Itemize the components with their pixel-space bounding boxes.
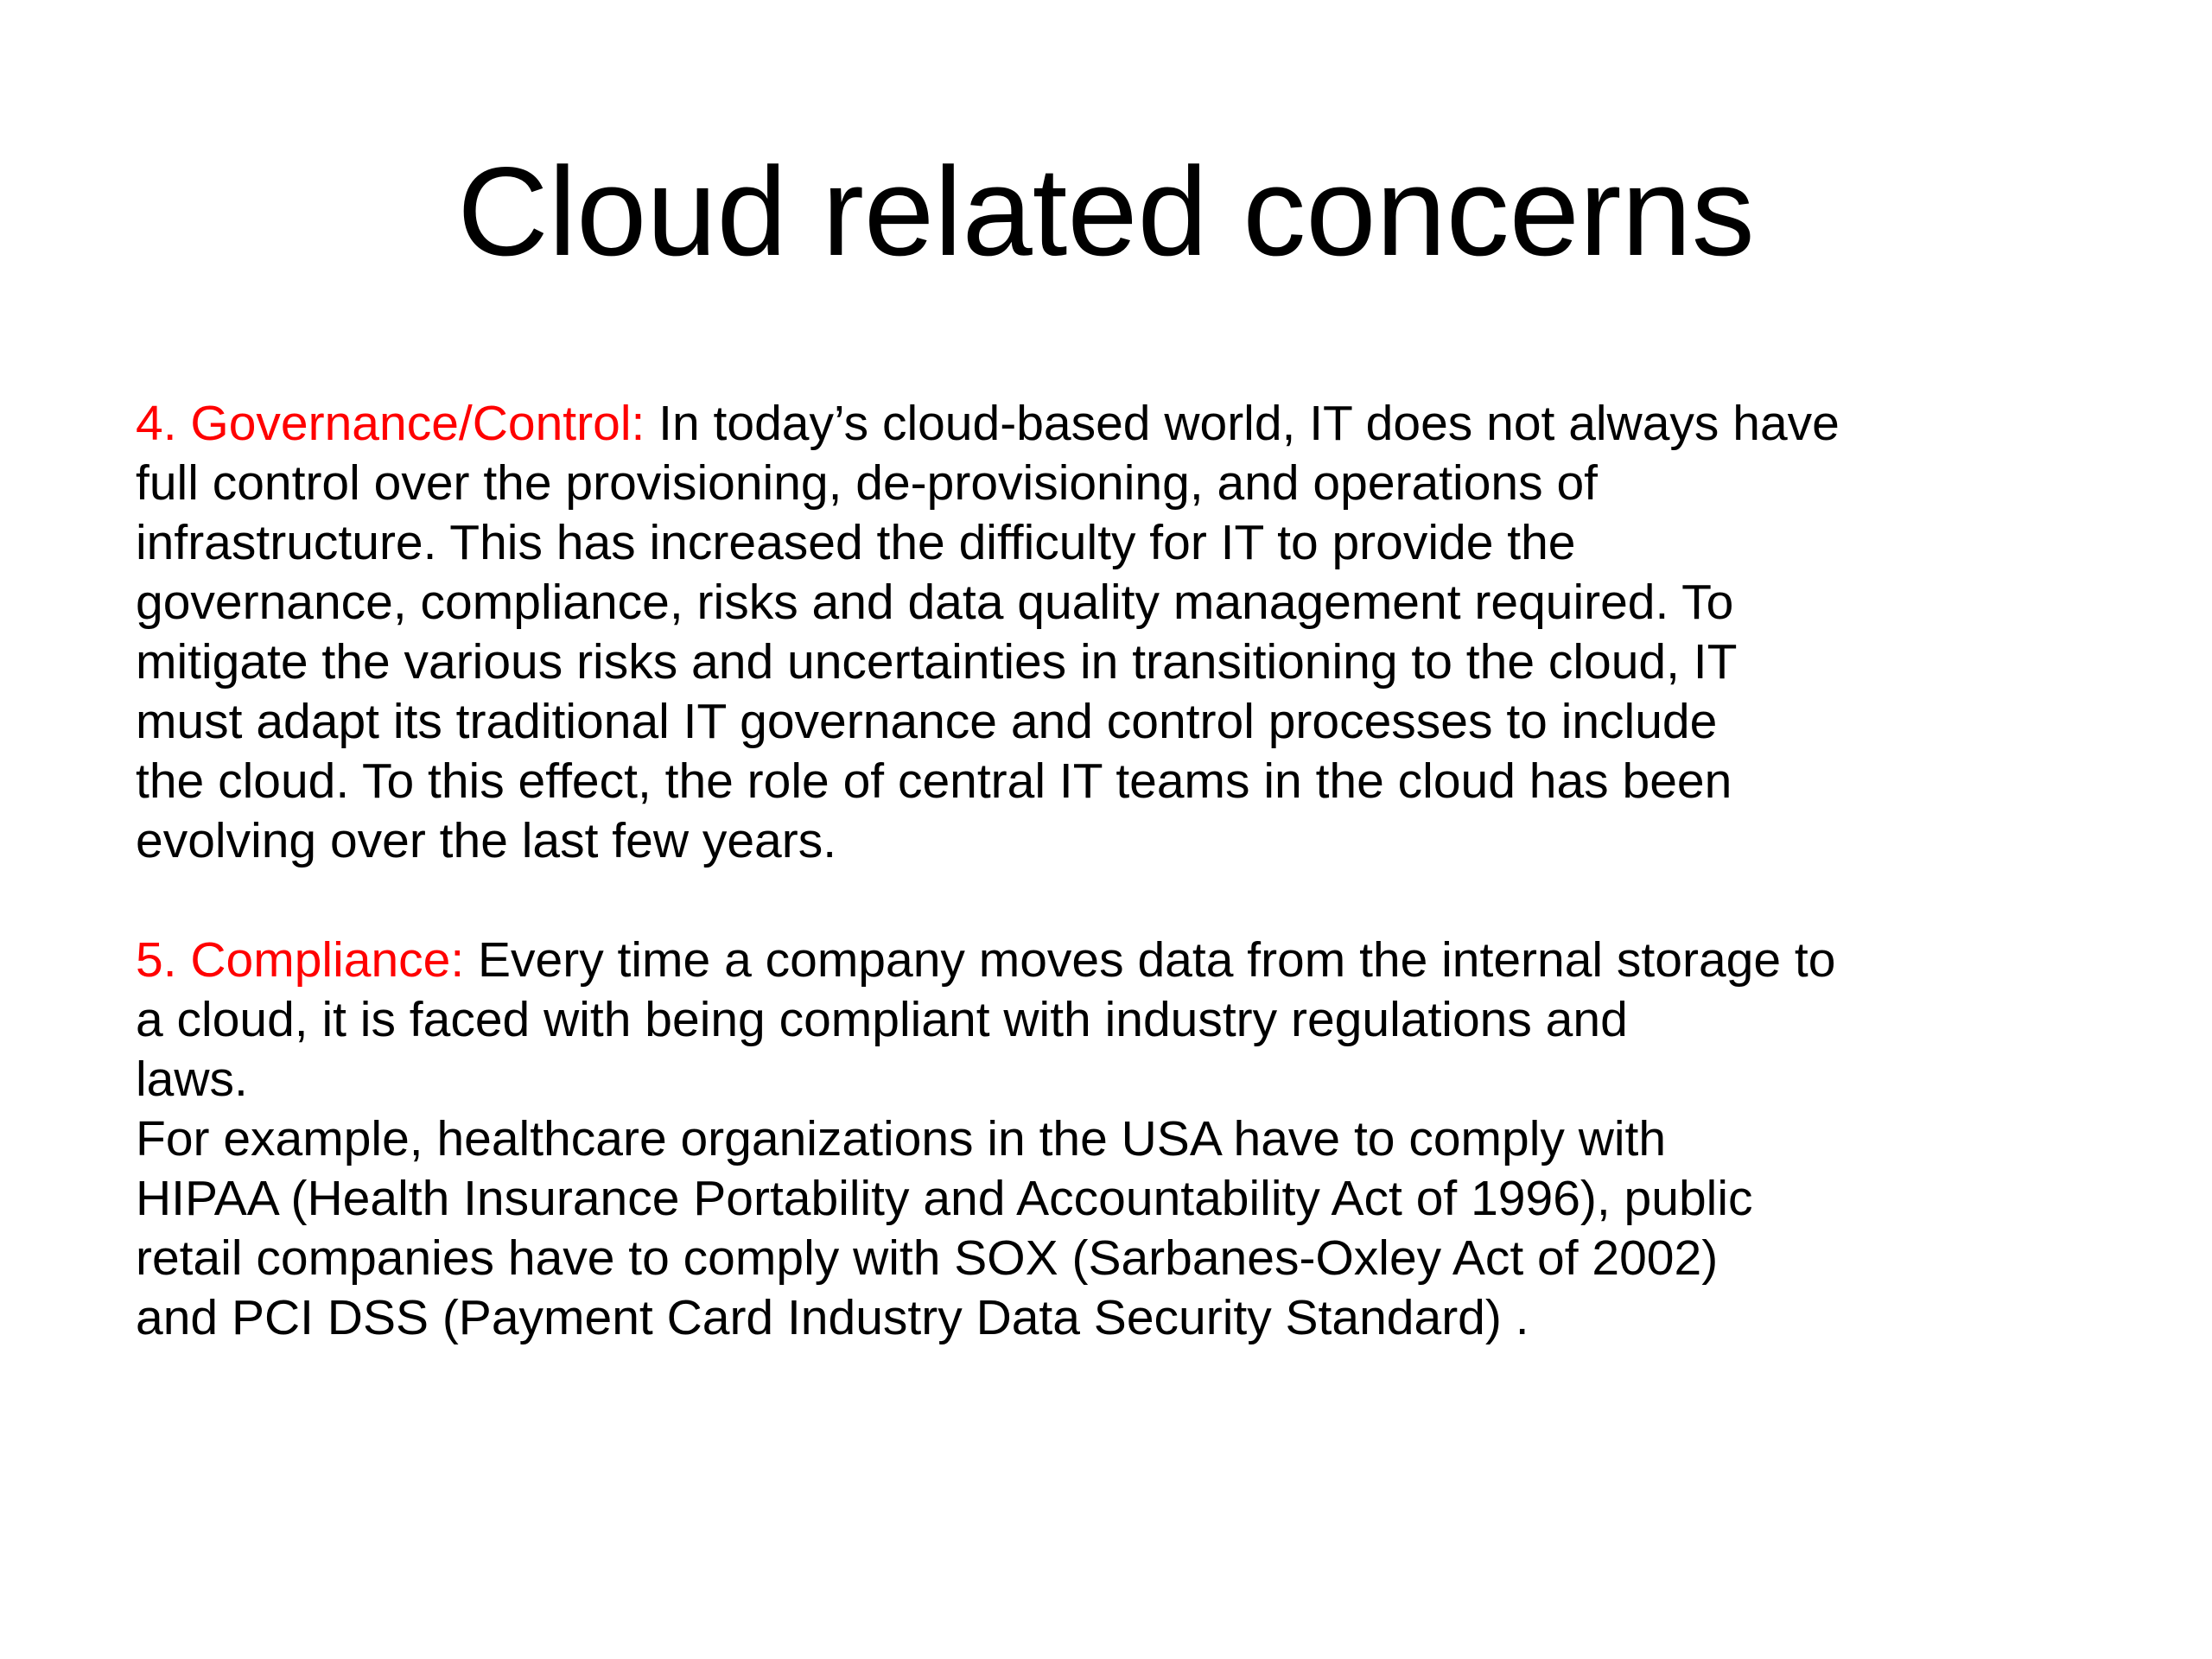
- item-text-line: must adapt its traditional IT governance and control processes to include: [136, 694, 1718, 749]
- item-text-line: full control over the provisioning, de-provisioning, and operations of: [136, 455, 1598, 511]
- list-item-compliance: [136, 931, 2123, 1348]
- item-text-line: Every time a company moves data from the internal storage to: [464, 932, 1836, 988]
- item-text-line: mitigate the various risks and uncertainties in transitioning to the cloud, IT: [136, 634, 1738, 690]
- item-text-line: and PCI DSS (Payment Card Industry Data Security Standard) .: [136, 1290, 1529, 1345]
- item-text-line: In today’s cloud-based world, IT does not always have: [645, 396, 1840, 451]
- item-label: 5. Compliance:: [136, 932, 465, 988]
- item-text-line: evolving over the last few years.: [136, 813, 837, 868]
- item-label: 4. Governance/Control:: [136, 396, 645, 451]
- item-text-line: a cloud, it is faced with being compliant with industry regulations and: [136, 992, 1628, 1047]
- list-item-governance: [136, 394, 2123, 871]
- item-text-line: For example, healthcare organizations in the USA have to comply with: [136, 1111, 1667, 1166]
- item-text-line: HIPAA (Health Insurance Portability and Accountability Act of 1996), public: [136, 1171, 1753, 1226]
- item-text-line: retail companies have to comply with SOX (Sarbanes-Oxley Act of 2002): [136, 1230, 1719, 1286]
- slide-content: [136, 394, 2123, 1348]
- item-text-line: governance, compliance, risks and data quality management required. To: [136, 575, 1734, 630]
- slide-title: Cloud related concerns: [457, 141, 1755, 282]
- item-text-line: the cloud. To this effect, the role of central IT teams in the cloud has been: [136, 753, 1732, 809]
- item-text-line: laws.: [136, 1052, 248, 1107]
- item-text-line: infrastructure. This has increased the difficulty for IT to provide the: [136, 515, 1576, 570]
